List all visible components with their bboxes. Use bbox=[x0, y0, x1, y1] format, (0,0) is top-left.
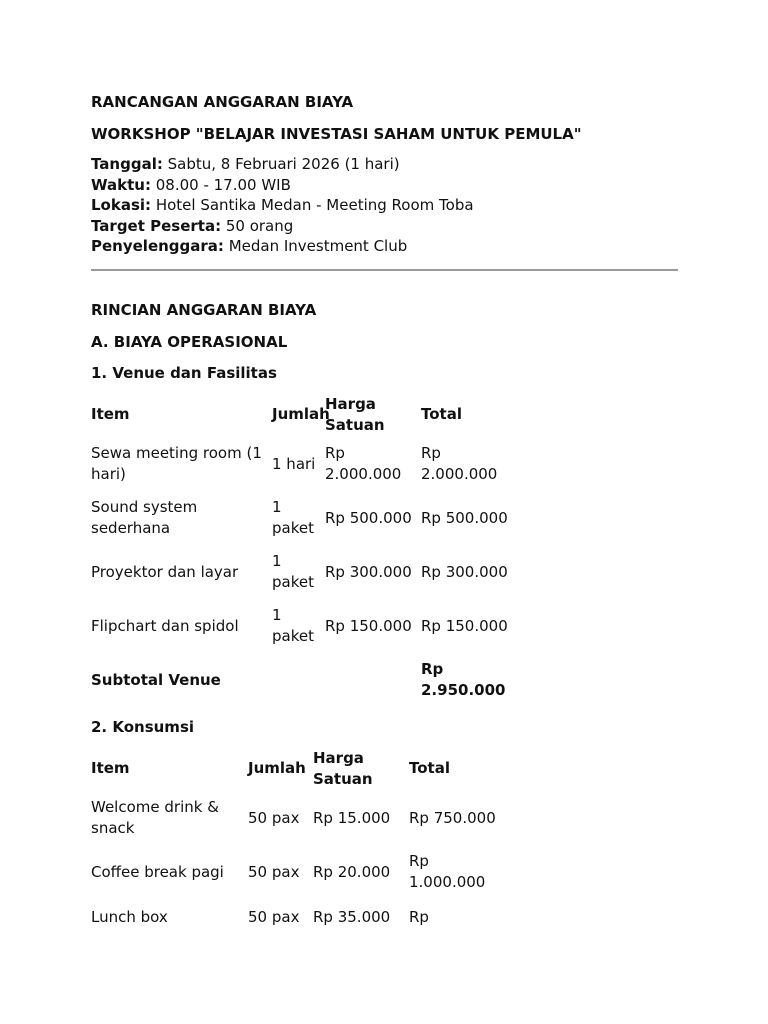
cell-price: Rp 2.000.000 bbox=[325, 444, 402, 483]
cell-qty: 1 paket bbox=[272, 498, 314, 537]
meta-value: 08.00 - 17.00 WIB bbox=[155, 175, 291, 194]
cell-item: Sewa meeting room (1 hari) bbox=[91, 444, 262, 483]
table-header-row bbox=[91, 746, 501, 791]
column-header-qty: Jumlah bbox=[272, 405, 330, 424]
cell-item: Welcome drink & snack bbox=[91, 798, 219, 837]
cell-total: Rp 1.000.000 bbox=[409, 852, 486, 891]
cell-price: Rp 500.000 bbox=[325, 508, 412, 527]
table-row bbox=[91, 545, 521, 599]
cell-qty: 1 paket bbox=[272, 606, 314, 645]
cell-price: Rp 15.000 bbox=[313, 808, 391, 827]
meta-value: Medan Investment Club bbox=[228, 237, 408, 256]
venue-heading: 1. Venue dan Fasilitas bbox=[91, 364, 277, 382]
cell-price: Rp 300.000 bbox=[325, 562, 412, 581]
konsumsi-table bbox=[91, 746, 501, 935]
cell-price: Rp 20.000 bbox=[313, 862, 391, 881]
horizontal-divider bbox=[91, 269, 678, 271]
category-heading: A. BIAYA OPERASIONAL bbox=[91, 333, 288, 351]
meta-label: Penyelenggara: bbox=[91, 237, 224, 256]
cell-item: Sound system sederhana bbox=[91, 498, 198, 537]
cell-total: Rp 150.000 bbox=[421, 616, 508, 635]
cell-qty: 1 paket bbox=[272, 552, 314, 591]
cell-item: Coffee break pagi bbox=[91, 862, 224, 881]
venue-table bbox=[91, 392, 521, 707]
subtotal-value: Rp 2.950.000 bbox=[421, 660, 506, 699]
meta-value: Hotel Santika Medan - Meeting Room Toba bbox=[155, 196, 474, 215]
column-header-price: Harga Satuan bbox=[313, 748, 373, 788]
meta-value: 50 orang bbox=[225, 216, 294, 235]
column-header-total: Total bbox=[421, 405, 462, 424]
cell-qty: 1 hari bbox=[272, 454, 316, 473]
meta-line-time bbox=[91, 175, 474, 196]
cell-item: Proyektor dan layar bbox=[91, 562, 239, 581]
table-row bbox=[91, 899, 501, 935]
cell-price: Rp 35.000 bbox=[313, 907, 391, 926]
cell-item: Flipchart dan spidol bbox=[91, 616, 239, 635]
cell-total: Rp 300.000 bbox=[421, 562, 508, 581]
cell-total: Rp 2.000.000 bbox=[421, 444, 498, 483]
cell-item: Lunch box bbox=[91, 907, 168, 926]
column-header-item: Item bbox=[91, 405, 130, 424]
cell-qty: 50 pax bbox=[248, 808, 300, 827]
meta-label: Target Peserta: bbox=[91, 216, 222, 235]
document-title: RANCANGAN ANGGARAN BIAYA bbox=[91, 93, 354, 111]
column-header-price: Harga Satuan bbox=[325, 394, 385, 434]
column-header-total: Total bbox=[409, 759, 450, 778]
meta-line-date bbox=[91, 154, 474, 175]
konsumsi-heading: 2. Konsumsi bbox=[91, 718, 195, 736]
cell-qty: 50 pax bbox=[248, 862, 300, 881]
meta-line-participants bbox=[91, 216, 474, 237]
document-subtitle: WORKSHOP "BELAJAR INVESTASI SAHAM UNTUK PEMULA" bbox=[91, 125, 582, 143]
meta-line-organizer bbox=[91, 236, 474, 257]
meta-line-location bbox=[91, 195, 474, 216]
cell-total: Rp 750.000 bbox=[409, 808, 496, 827]
column-header-qty: Jumlah bbox=[248, 759, 306, 778]
cell-price: Rp 150.000 bbox=[325, 616, 412, 635]
table-row bbox=[91, 599, 521, 653]
event-details bbox=[91, 154, 474, 257]
column-header-item: Item bbox=[91, 759, 130, 778]
meta-label: Lokasi: bbox=[91, 196, 152, 215]
subtotal-row bbox=[91, 653, 521, 707]
table-row bbox=[91, 845, 501, 899]
table-row bbox=[91, 437, 521, 491]
section-heading: RINCIAN ANGGARAN BIAYA bbox=[91, 301, 317, 319]
meta-label: Tanggal: bbox=[91, 155, 163, 173]
cell-total: Rp bbox=[409, 907, 429, 926]
table-row bbox=[91, 491, 521, 545]
cell-qty: 50 pax bbox=[248, 907, 300, 926]
subtotal-label: Subtotal Venue bbox=[91, 670, 221, 689]
meta-label: Waktu: bbox=[91, 175, 151, 194]
meta-value: Sabtu, 8 Februari 2026 (1 hari) bbox=[167, 155, 400, 173]
table-row bbox=[91, 791, 501, 845]
cell-total: Rp 500.000 bbox=[421, 508, 508, 527]
table-header-row bbox=[91, 392, 521, 437]
